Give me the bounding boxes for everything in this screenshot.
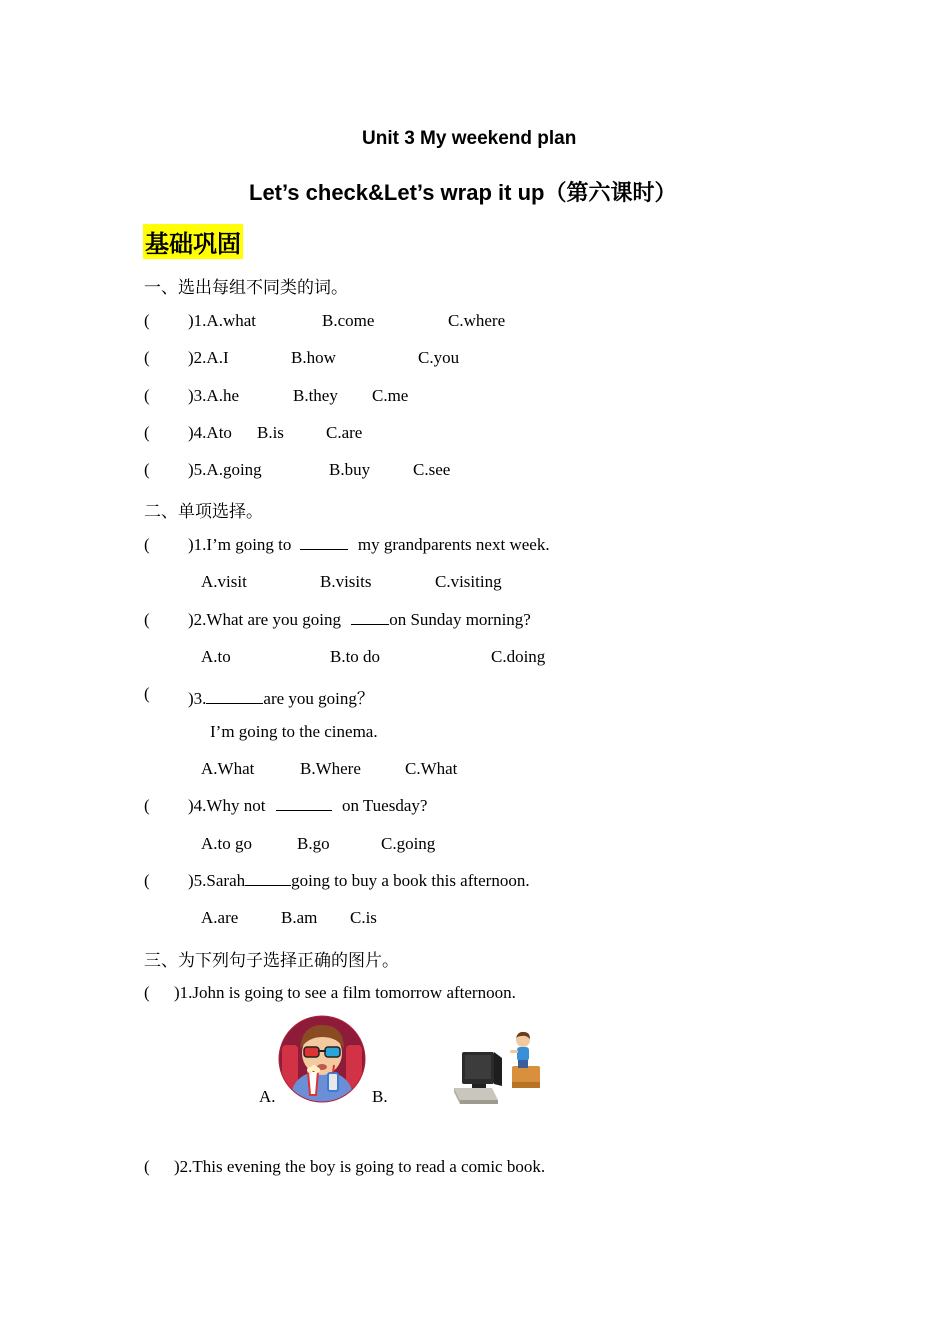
option-b: B.go [297,834,330,853]
answer-paren: ( [144,796,150,815]
section-badge: 基础巩固 [143,224,243,259]
option-c: C.see [413,460,451,479]
option-a-label: A. [259,1087,276,1106]
option-b: B.am [281,908,318,927]
answer-blank[interactable] [245,871,291,886]
question-text: going to buy a book this afternoon. [291,871,530,890]
answer-paren: ( [144,460,150,479]
dialogue-answer: I’m going to the cinema. [210,722,378,741]
answer-paren: ( [144,684,150,703]
answer-paren: ( [144,423,150,442]
option-c: C.me [372,386,409,405]
option-a: A.to [201,647,231,666]
option-a: )5.A.going [188,460,262,479]
question-text: )5.Sarah [188,871,246,890]
answer-paren: ( [144,311,150,330]
option-a: A.to go [201,834,252,853]
option-a: )2.A.I [188,348,229,367]
option-a: A.are [201,908,239,927]
answer-blank[interactable] [206,689,263,704]
option-b: B.Where [300,759,361,778]
option-c: C.where [448,311,506,330]
answer-paren: ( [144,983,150,1002]
section3-heading: 三、为下列句子选择正确的图片。 [144,951,399,970]
option-a: )3.A.he [188,386,239,405]
question-text: on Sunday morning? [389,610,531,629]
option-b: B.to do [330,647,381,666]
answer-blank[interactable] [276,796,332,811]
option-b: B.buy [329,460,371,479]
question-4 [188,796,427,816]
section2-heading: 二、单项选择。 [144,502,263,521]
option-b: B.how [291,348,336,367]
question-1 [188,535,550,555]
question-text: )2.What are you going [188,610,341,629]
option-c: C.are [326,423,363,442]
question-3 [188,684,374,709]
option-a: A.What [201,759,255,778]
answer-paren: ( [144,871,150,890]
question-text: my grandparents next week. [357,535,550,554]
option-b: B.they [293,386,338,405]
option-b: B.is [257,423,284,442]
question-2 [188,610,531,630]
section1-heading: 一、选出每组不同类的词。 [144,278,348,297]
page-title: Unit 3 My weekend plan [362,128,577,149]
option-c: C.What [405,759,458,778]
question-text: )3. [188,689,207,708]
option-c: C.doing [491,647,546,666]
option-b-label: B. [372,1087,388,1106]
option-c: C.is [350,908,377,927]
option-a: )1.A.what [188,311,256,330]
option-b: B.come [322,311,375,330]
answer-blank[interactable] [351,610,389,625]
question-text: are you going？ [263,689,374,708]
option-c: C.visiting [435,572,502,591]
question-2: )2.This evening the boy is going to read a comic book. [174,1157,546,1176]
lesson-subtitle: Let’s check&Let’s wrap it up（第六课时） [249,180,677,205]
tv-boy-image [452,1030,544,1106]
question-5 [188,871,530,891]
answer-paren: ( [144,386,150,405]
question-text: )1.I’m going to [188,535,292,554]
answer-paren: ( [144,1157,150,1176]
option-c: C.going [381,834,436,853]
question-text: on Tuesday? [341,796,428,815]
answer-paren: ( [144,610,150,629]
question-text: )4.Why not [188,796,266,815]
question-1: )1.John is going to see a film tomorrow afternoon. [174,983,516,1002]
answer-paren: ( [144,348,150,367]
answer-blank[interactable] [300,535,348,550]
answer-paren: ( [144,535,150,554]
option-b: B.visits [320,572,372,591]
option-a: A.visit [201,572,247,591]
option-a: )4.Ato [188,423,232,442]
cinema-boy-image [278,1015,366,1103]
option-c: C.you [418,348,460,367]
